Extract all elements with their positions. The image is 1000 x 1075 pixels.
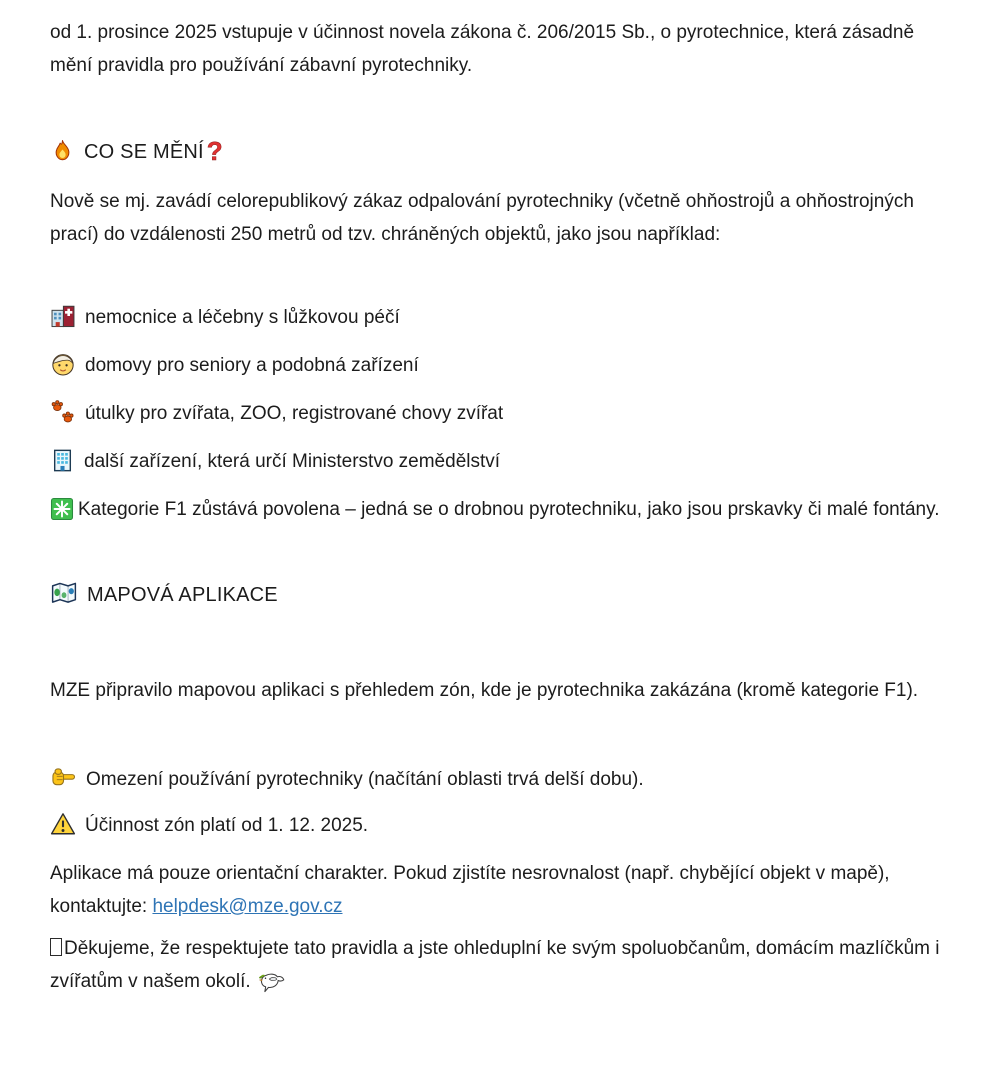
hospital-icon <box>50 303 76 329</box>
missing-glyph-box-icon <box>50 938 62 956</box>
intro-paragraph: od 1. prosince 2025 vstupuje v účinnost novela zákona č. 206/2015 Sb., o pyrotechnice, která zásadně mění pravidla pro používání zábavní pyrotechniky. <box>50 22 915 76</box>
note-text: Omezení používání pyrotechniky (načítání oblasti trvá delší dobu). <box>86 769 644 790</box>
section-heading-co-se-meni <box>50 134 955 169</box>
paw-prints-icon <box>50 399 76 425</box>
helpdesk-email-link[interactable]: helpdesk@mze.gov.cz <box>152 896 343 917</box>
list-item <box>50 493 955 526</box>
dove-icon <box>258 968 287 994</box>
warning-icon <box>50 811 76 837</box>
section2-lead: MZE připravilo mapovou aplikaci s přehledem zón, kde je pyrotechnika zakázána (kromě kategorie F1). <box>50 680 919 701</box>
list-item-text: domovy pro seniory a podobná zařízení <box>85 355 419 376</box>
list-item <box>50 397 955 430</box>
pointing-right-icon <box>50 764 77 791</box>
section1-lead: Nově se mj. zavádí celorepublikový zákaz odpalování pyrotechniky (včetně ohňostrojů a ohňostrojných prací) do vzdálenosti 250 metrů od tzv. chráněných objektů, jako jsou například: <box>50 191 914 245</box>
fire-icon <box>50 139 75 164</box>
closing-text: Děkujeme, že respektujete tato pravidla a jste ohleduplní ke svým spoluobčanům, domácím mazlíčkům i zvířatům v našem okolí. <box>50 938 940 992</box>
list-item-text: nemocnice a léčebny s lůžkovou péčí <box>85 307 400 328</box>
list-item-text: Kategorie F1 zůstává povolena – jedná se o drobnou pyrotechniku, jako jsou prskavky či malé fontány. <box>78 499 940 520</box>
closing-paragraph <box>50 932 955 1010</box>
list-item <box>50 445 955 478</box>
disclaimer-text: Aplikace má pouze orientační charakter. Pokud zjistíte nesrovnalost (např. chybějící objekt v mapě), kontaktujte: <box>50 863 890 917</box>
older-person-icon <box>50 351 76 377</box>
question-mark-icon: ? <box>206 136 223 166</box>
note-omezeni <box>50 763 955 796</box>
section2-title: MAPOVÁ APLIKACE <box>87 584 278 606</box>
sparkle-icon <box>50 497 74 521</box>
disclaimer-paragraph <box>50 857 955 923</box>
section-heading-mapova-aplikace <box>50 578 955 612</box>
list-item <box>50 349 955 382</box>
list-item-text: útulky pro zvířata, ZOO, registrované chovy zvířat <box>85 403 504 424</box>
list-item <box>50 301 955 334</box>
protected-objects-list <box>50 301 955 526</box>
note-text: Účinnost zón platí od 1. 12. 2025. <box>85 815 369 836</box>
note-ucinnost <box>50 809 955 842</box>
office-building-icon <box>50 448 75 473</box>
section1-title: CO SE MĚNÍ <box>84 141 204 163</box>
world-map-icon <box>50 581 78 607</box>
list-item-text: další zařízení, která určí Ministerstvo zemědělství <box>84 451 501 472</box>
